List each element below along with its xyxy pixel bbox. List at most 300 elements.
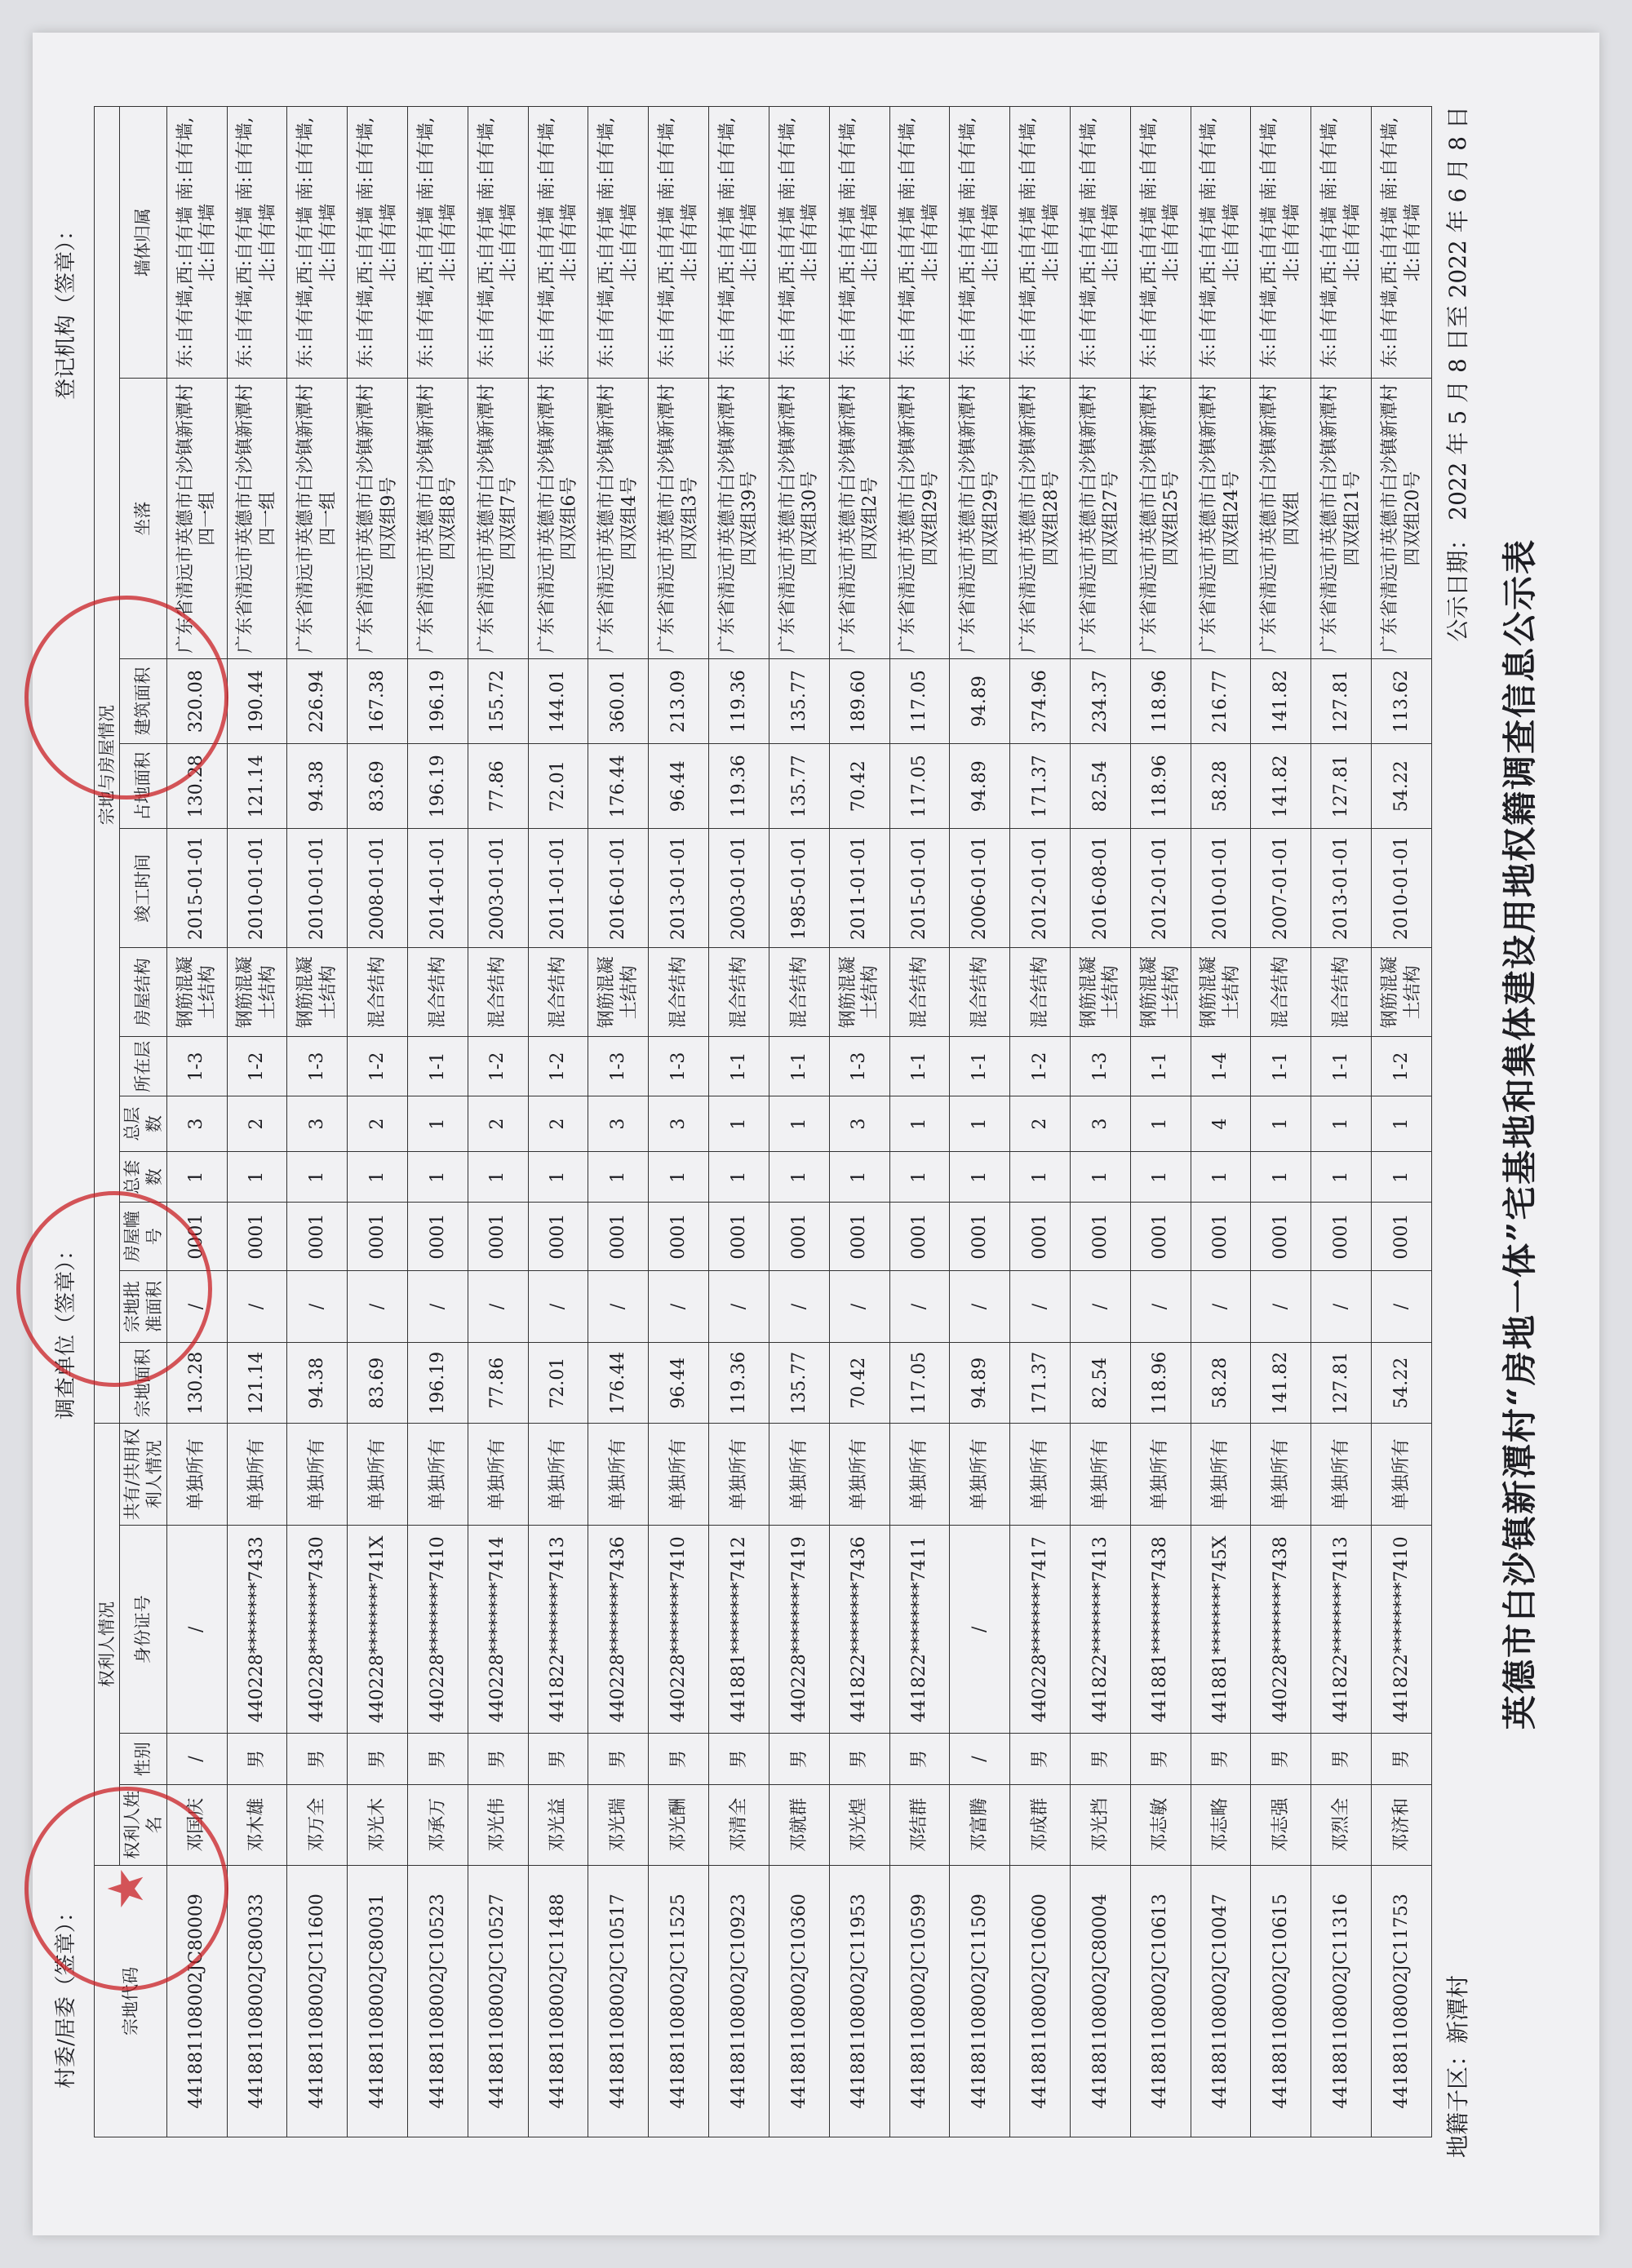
cell-loc: 广东省清远市英德市白沙镇新潭村四双组29号: [889, 379, 950, 659]
cell-date: 2015-01-01: [166, 829, 227, 948]
cell-wall: 东:自有墙,西:自有墙 南:自有墙,北:自有墙: [649, 107, 709, 379]
cell-approved: /: [287, 1270, 348, 1343]
cell-barea: 119.36: [709, 659, 769, 744]
table-row: [588, 107, 649, 2137]
cell-foot: 135.77: [769, 744, 829, 829]
cell-units: 1: [1130, 1152, 1191, 1203]
cell-struct: 混合结构: [468, 948, 528, 1037]
table-row: [769, 107, 829, 2137]
cell-wall: 东:自有墙,西:自有墙 南:自有墙,北:自有墙: [528, 107, 588, 379]
cell-code: 441881108002JC10615: [1251, 1865, 1311, 2137]
cell-area: 121.14: [227, 1343, 287, 1424]
cell-foot: 70.42: [829, 744, 889, 829]
header-gender: 性别: [120, 1734, 167, 1784]
cell-floor: 1-3: [649, 1037, 709, 1096]
cell-area: 94.89: [950, 1343, 1010, 1424]
village-committee-seal: ★: [24, 1787, 228, 1991]
cell-area: 96.44: [649, 1343, 709, 1424]
cell-date: 2007-01-01: [1251, 829, 1311, 948]
cell-wall: 东:自有墙,西:自有墙 南:自有墙,北:自有墙: [1191, 107, 1251, 379]
cell-approved: /: [588, 1270, 649, 1343]
table-row: [829, 107, 889, 2137]
cell-floor: 1-1: [408, 1037, 468, 1096]
cell-loc: 广东省清远市英德市白沙镇新潭村四一组: [166, 379, 227, 659]
table-row: [348, 107, 408, 2137]
cell-id: 441881********7438: [1130, 1526, 1191, 1734]
cell-bno: 0001: [227, 1203, 287, 1270]
cell-approved: /: [1191, 1270, 1251, 1343]
cell-gender: 男: [649, 1734, 709, 1784]
table-row: [1372, 107, 1432, 2137]
cell-id: 440228********741X: [348, 1526, 408, 1734]
cell-name: 邓济和: [1372, 1784, 1432, 1865]
table-row: [889, 107, 950, 2137]
cell-approved: /: [1130, 1270, 1191, 1343]
cell-units: 1: [769, 1152, 829, 1203]
cell-id: 441881********745X: [1191, 1526, 1251, 1734]
cell-barea: 117.05: [889, 659, 950, 744]
survey-unit-seal: [16, 1191, 212, 1387]
cell-units: 1: [348, 1152, 408, 1203]
cell-date: 2013-01-01: [1311, 829, 1372, 948]
cell-wall: 东:自有墙,西:自有墙 南:自有墙,北:自有墙: [1130, 107, 1191, 379]
cell-approved: /: [1311, 1270, 1372, 1343]
cell-loc: 广东省清远市英德市白沙镇新潭村四双组8号: [408, 379, 468, 659]
header-owner-group: 权利人情况: [95, 1424, 120, 1866]
cell-gender: /: [166, 1734, 227, 1784]
cell-name: 邓富腾: [950, 1784, 1010, 1865]
cell-floors: 1: [1251, 1096, 1311, 1152]
cell-code: 441881108002JC11316: [1311, 1865, 1372, 2137]
cell-loc: 广东省清远市英德市白沙镇新潭村四双组25号: [1130, 379, 1191, 659]
cell-gender: 男: [287, 1734, 348, 1784]
cell-id: /: [166, 1526, 227, 1734]
cell-bno: 0001: [1251, 1203, 1311, 1270]
cell-floor: 1-2: [348, 1037, 408, 1096]
cell-struct: 钢筋混凝土结构: [1191, 948, 1251, 1037]
cell-gender: 男: [829, 1734, 889, 1784]
cell-gender: 男: [1070, 1734, 1130, 1784]
cell-share: 单独所有: [1311, 1424, 1372, 1526]
cell-gender: 男: [889, 1734, 950, 1784]
cell-floors: 1: [1130, 1096, 1191, 1152]
cell-barea: 190.44: [227, 659, 287, 744]
cell-loc: 广东省清远市英德市白沙镇新潭村四双组3号: [649, 379, 709, 659]
cell-barea: 127.81: [1311, 659, 1372, 744]
header-completion: 竣工时间: [120, 829, 167, 948]
header-share: 共有/共用权利人情况: [120, 1424, 167, 1526]
cell-loc: 广东省清远市英德市白沙镇新潭村四双组7号: [468, 379, 528, 659]
cell-approved: /: [829, 1270, 889, 1343]
cell-name: 邓成群: [1010, 1784, 1071, 1865]
cell-wall: 东:自有墙,西:自有墙 南:自有墙,北:自有墙: [468, 107, 528, 379]
cell-floors: 3: [287, 1096, 348, 1152]
table-row: [1070, 107, 1130, 2137]
registry-seal: [24, 596, 228, 800]
cell-id: 440228********7410: [408, 1526, 468, 1734]
cell-id: 440228********7438: [1251, 1526, 1311, 1734]
cell-barea: 141.82: [1251, 659, 1311, 744]
cell-approved: /: [889, 1270, 950, 1343]
cell-foot: 96.44: [649, 744, 709, 829]
cell-area: 127.81: [1311, 1343, 1372, 1424]
cell-struct: 混合结构: [1010, 948, 1071, 1037]
cell-foot: 127.81: [1311, 744, 1372, 829]
cell-barea: 226.94: [287, 659, 348, 744]
cell-date: 1985-01-01: [769, 829, 829, 948]
cell-area: 118.96: [1130, 1343, 1191, 1424]
cell-bno: 0001: [709, 1203, 769, 1270]
cell-barea: 135.77: [769, 659, 829, 744]
cell-share: 单独所有: [950, 1424, 1010, 1526]
cell-units: 1: [1251, 1152, 1311, 1203]
cell-approved: /: [468, 1270, 528, 1343]
cell-id: 440228********7436: [588, 1526, 649, 1734]
cell-area: 82.54: [1070, 1343, 1130, 1424]
cell-share: 单独所有: [649, 1424, 709, 1526]
table-row: [649, 107, 709, 2137]
cell-id: 441822********7413: [528, 1526, 588, 1734]
cell-area: 196.19: [408, 1343, 468, 1424]
cell-share: 单独所有: [408, 1424, 468, 1526]
cell-name: 邓光挡: [1070, 1784, 1130, 1865]
cell-share: 单独所有: [528, 1424, 588, 1526]
cell-units: 1: [408, 1152, 468, 1203]
cell-floors: 3: [829, 1096, 889, 1152]
cell-area: 83.69: [348, 1343, 408, 1424]
cell-bno: 0001: [1311, 1203, 1372, 1270]
cell-approved: /: [227, 1270, 287, 1343]
cell-foot: 72.01: [528, 744, 588, 829]
cell-approved: /: [1372, 1270, 1432, 1343]
cell-id: 441822********7413: [1070, 1526, 1130, 1734]
table-row: [287, 107, 348, 2137]
rotated-sheet: [33, 33, 1599, 2235]
cell-floors: 1: [769, 1096, 829, 1152]
cell-units: 1: [588, 1152, 649, 1203]
cell-wall: 东:自有墙,西:自有墙 南:自有墙,北:自有墙: [1311, 107, 1372, 379]
cell-name: 邓光益: [528, 1784, 588, 1865]
cell-bno: 0001: [829, 1203, 889, 1270]
cell-barea: 196.19: [408, 659, 468, 744]
cell-code: 441881108002JC11953: [829, 1865, 889, 2137]
cell-name: 邓就群: [769, 1784, 829, 1865]
cell-name: 邓结群: [889, 1784, 950, 1865]
cell-units: 1: [227, 1152, 287, 1203]
cell-bno: 0001: [1070, 1203, 1130, 1270]
cell-id: 441822********7411: [889, 1526, 950, 1734]
cell-bno: 0001: [649, 1203, 709, 1270]
cell-foot: 94.38: [287, 744, 348, 829]
cell-foot: 117.05: [889, 744, 950, 829]
cell-floor: 1-1: [709, 1037, 769, 1096]
cell-floors: 2: [227, 1096, 287, 1152]
cell-floor: 1-3: [829, 1037, 889, 1096]
cell-share: 单独所有: [287, 1424, 348, 1526]
cell-bno: 0001: [1191, 1203, 1251, 1270]
cell-floor: 1-3: [166, 1037, 227, 1096]
cell-foot: 58.28: [1191, 744, 1251, 829]
cell-gender: 男: [408, 1734, 468, 1784]
cell-struct: 混合结构: [649, 948, 709, 1037]
header-building-area: 建筑面积: [120, 659, 167, 744]
cell-id: 440228********7433: [227, 1526, 287, 1734]
cell-units: 1: [468, 1152, 528, 1203]
survey-unit-signature-label: 调查单位（签章）：: [54, 1238, 78, 1420]
cell-struct: 钢筋混凝土结构: [227, 948, 287, 1037]
table-row: [1251, 107, 1311, 2137]
cell-foot: 196.19: [408, 744, 468, 829]
cell-barea: 113.62: [1372, 659, 1432, 744]
cell-wall: 东:自有墙,西:自有墙 南:自有墙,北:自有墙: [1251, 107, 1311, 379]
cell-id: 441822********7413: [1311, 1526, 1372, 1734]
cell-floor: 1-3: [1070, 1037, 1130, 1096]
cell-code: 441881108002JC11488: [528, 1865, 588, 2137]
cell-code: 441881108002JC10527: [468, 1865, 528, 2137]
cell-floor: 1-1: [950, 1037, 1010, 1096]
cell-loc: 广东省清远市英德市白沙镇新潭村四双组27号: [1070, 379, 1130, 659]
cell-date: 2016-01-01: [588, 829, 649, 948]
cell-floor: 1-1: [769, 1037, 829, 1096]
cell-area: 130.28: [166, 1343, 227, 1424]
cell-floor: 1-3: [287, 1037, 348, 1096]
cell-name: 邓志敏: [1130, 1784, 1191, 1865]
cell-units: 1: [528, 1152, 588, 1203]
cell-gender: 男: [468, 1734, 528, 1784]
cell-floors: 3: [649, 1096, 709, 1152]
cell-bno: 0001: [1130, 1203, 1191, 1270]
cell-foot: 130.28: [166, 744, 227, 829]
cell-gender: 男: [1251, 1734, 1311, 1784]
cell-date: 2010-01-01: [227, 829, 287, 948]
cell-floors: 1: [950, 1096, 1010, 1152]
cell-bno: 0001: [1372, 1203, 1432, 1270]
cell-floor: 1-1: [889, 1037, 950, 1096]
cell-loc: 广东省清远市英德市白沙镇新潭村四双组9号: [348, 379, 408, 659]
cell-bno: 0001: [588, 1203, 649, 1270]
cell-area: 117.05: [889, 1343, 950, 1424]
cell-area: 94.38: [287, 1343, 348, 1424]
cell-floors: 3: [1070, 1096, 1130, 1152]
cell-code: 441881108002JC10360: [769, 1865, 829, 2137]
cell-barea: 320.08: [166, 659, 227, 744]
cell-loc: 广东省清远市英德市白沙镇新潭村四双组4号: [588, 379, 649, 659]
cell-code: 441881108002JC80009: [166, 1865, 227, 2137]
header-name: 权利人姓名: [120, 1784, 167, 1865]
cell-gender: 男: [1191, 1734, 1251, 1784]
cell-wall: 东:自有墙,西:自有墙 南:自有墙,北:自有墙: [769, 107, 829, 379]
cell-bno: 0001: [950, 1203, 1010, 1270]
cell-struct: 钢筋混凝土结构: [287, 948, 348, 1037]
cell-floor: 1-4: [1191, 1037, 1251, 1096]
cell-floors: 3: [588, 1096, 649, 1152]
table-row: [1010, 107, 1071, 2137]
cell-floor: 1-1: [1251, 1037, 1311, 1096]
cell-wall: 东:自有墙,西:自有墙 南:自有墙,北:自有墙: [166, 107, 227, 379]
cell-bno: 0001: [287, 1203, 348, 1270]
cell-code: 441881108002JC11600: [287, 1865, 348, 2137]
cell-floor: 1-2: [468, 1037, 528, 1096]
cell-code: 441881108002JC10923: [709, 1865, 769, 2137]
cell-code: 441881108002JC10600: [1010, 1865, 1071, 2137]
cell-code: 441881108002JC11753: [1372, 1865, 1432, 2137]
cell-approved: /: [166, 1270, 227, 1343]
cell-date: 2011-01-01: [829, 829, 889, 948]
document-title: 英德市白沙镇新潭村“房地一体”宅基地和集体建设用地权籍调查信息公示表: [1500, 538, 1540, 1730]
cell-date: 2016-08-01: [1070, 829, 1130, 948]
cell-area: 135.77: [769, 1343, 829, 1424]
cell-approved: /: [709, 1270, 769, 1343]
cell-floor: 1-3: [588, 1037, 649, 1096]
cell-wall: 东:自有墙,西:自有墙 南:自有墙,北:自有墙: [348, 107, 408, 379]
cell-share: 单独所有: [769, 1424, 829, 1526]
header-land-group: 宗地与房屋情况: [95, 107, 120, 1424]
registry-signature-label: 登记机构（签章）：: [54, 219, 78, 400]
cell-struct: 混合结构: [1311, 948, 1372, 1037]
cell-code: 441881108002JC80004: [1070, 1865, 1130, 2137]
cell-share: 单独所有: [1070, 1424, 1130, 1526]
cell-floors: 4: [1191, 1096, 1251, 1152]
cell-id: /: [950, 1526, 1010, 1734]
cell-gender: 男: [1130, 1734, 1191, 1784]
cell-gender: 男: [769, 1734, 829, 1784]
cell-area: 176.44: [588, 1343, 649, 1424]
cell-share: 单独所有: [588, 1424, 649, 1526]
cell-share: 单独所有: [468, 1424, 528, 1526]
cell-name: 邓木雄: [227, 1784, 287, 1865]
cell-struct: 混合结构: [528, 948, 588, 1037]
cell-units: 1: [1372, 1152, 1432, 1203]
header-code: 宗地代码: [95, 1865, 167, 2137]
cell-area: 54.22: [1372, 1343, 1432, 1424]
cell-name: 邓万全: [287, 1784, 348, 1865]
header-footprint: 占地面积: [120, 744, 167, 829]
cell-floors: 3: [166, 1096, 227, 1152]
cell-name: 邓光伟: [468, 1784, 528, 1865]
cell-id: 441881********7412: [709, 1526, 769, 1734]
cell-barea: 360.01: [588, 659, 649, 744]
cell-foot: 121.14: [227, 744, 287, 829]
cell-units: 1: [950, 1152, 1010, 1203]
cell-name: 邓志强: [1251, 1784, 1311, 1865]
cell-date: 2012-01-01: [1010, 829, 1071, 948]
cell-loc: 广东省清远市英德市白沙镇新潭村四双组21号: [1311, 379, 1372, 659]
cell-floor: 1-2: [1010, 1037, 1071, 1096]
cell-floor: 1-1: [1130, 1037, 1191, 1096]
cell-loc: 广东省清远市英德市白沙镇新潭村四双组: [1251, 379, 1311, 659]
cell-date: 2006-01-01: [950, 829, 1010, 948]
cell-units: 1: [287, 1152, 348, 1203]
cell-loc: 广东省清远市英德市白沙镇新潭村四双组28号: [1010, 379, 1071, 659]
cell-name: 邓光瑞: [588, 1784, 649, 1865]
survey-table: [94, 106, 1432, 2137]
document-page: [33, 33, 1599, 2235]
cell-struct: 钢筋混凝土结构: [588, 948, 649, 1037]
cell-code: 441881108002JC80031: [348, 1865, 408, 2137]
cell-loc: 广东省清远市英德市白沙镇新潭村四双组24号: [1191, 379, 1251, 659]
cell-bno: 0001: [166, 1203, 227, 1270]
cell-bno: 0001: [528, 1203, 588, 1270]
cell-gender: 男: [1010, 1734, 1071, 1784]
cell-gender: 男: [348, 1734, 408, 1784]
cell-date: 2013-01-01: [649, 829, 709, 948]
cell-floor: 1-2: [227, 1037, 287, 1096]
cell-units: 1: [1070, 1152, 1130, 1203]
cell-floors: 2: [528, 1096, 588, 1152]
cell-date: 2008-01-01: [348, 829, 408, 948]
cell-floors: 2: [348, 1096, 408, 1152]
cell-date: 2010-01-01: [287, 829, 348, 948]
cell-floor: 1-1: [1311, 1037, 1372, 1096]
cell-area: 72.01: [528, 1343, 588, 1424]
cell-struct: 混合结构: [889, 948, 950, 1037]
cell-date: 2014-01-01: [408, 829, 468, 948]
cell-struct: 钢筋混凝土结构: [1130, 948, 1191, 1037]
header-approved: 宗地批准面积: [120, 1270, 167, 1343]
cell-approved: /: [950, 1270, 1010, 1343]
cell-gender: 男: [588, 1734, 649, 1784]
cell-floors: 1: [889, 1096, 950, 1152]
cell-code: 441881108002JC11509: [950, 1865, 1010, 2137]
cell-date: 2003-01-01: [709, 829, 769, 948]
cell-share: 单独所有: [1372, 1424, 1432, 1526]
cadastral-subzone: 地籍子区：新潭村: [1444, 1974, 1471, 2158]
cell-wall: 东:自有墙,西:自有墙 南:自有墙,北:自有墙: [588, 107, 649, 379]
cell-foot: 119.36: [709, 744, 769, 829]
cell-gender: 男: [528, 1734, 588, 1784]
table-row: [950, 107, 1010, 2137]
cell-foot: 141.82: [1251, 744, 1311, 829]
cell-approved: /: [1010, 1270, 1071, 1343]
cell-share: 单独所有: [227, 1424, 287, 1526]
cell-struct: 钢筋混凝土结构: [829, 948, 889, 1037]
cell-bno: 0001: [468, 1203, 528, 1270]
cell-id: 440228********7414: [468, 1526, 528, 1734]
cell-wall: 东:自有墙,西:自有墙 南:自有墙,北:自有墙: [1010, 107, 1071, 379]
cell-barea: 167.38: [348, 659, 408, 744]
cell-bno: 0001: [1010, 1203, 1071, 1270]
cell-loc: 广东省清远市英德市白沙镇新潭村四双组29号: [950, 379, 1010, 659]
table-row: [1191, 107, 1251, 2137]
cell-units: 1: [829, 1152, 889, 1203]
cell-floors: 1: [1372, 1096, 1432, 1152]
cell-share: 单独所有: [1010, 1424, 1071, 1526]
cell-struct: 钢筋混凝土结构: [166, 948, 227, 1037]
header-building-no: 房屋幢号: [120, 1203, 167, 1270]
cell-approved: /: [408, 1270, 468, 1343]
cell-floors: 1: [1311, 1096, 1372, 1152]
cell-floor: 1-2: [1372, 1037, 1432, 1096]
cell-code: 441881108002JC10047: [1191, 1865, 1251, 2137]
cell-floors: 2: [1010, 1096, 1071, 1152]
cell-date: 2012-01-01: [1130, 829, 1191, 948]
cell-area: 119.36: [709, 1343, 769, 1424]
table-row: [227, 107, 287, 2137]
cell-struct: 混合结构: [769, 948, 829, 1037]
cell-name: 邓光煌: [829, 1784, 889, 1865]
cell-wall: 东:自有墙,西:自有墙 南:自有墙,北:自有墙: [1372, 107, 1432, 379]
cell-wall: 东:自有墙,西:自有墙 南:自有墙,北:自有墙: [287, 107, 348, 379]
cell-name: 邓清全: [709, 1784, 769, 1865]
publish-date: 公示日期： 2022 年 5 月 8 日至 2022 年 6 月 8 日: [1444, 106, 1471, 642]
cell-approved: /: [528, 1270, 588, 1343]
cell-units: 1: [1311, 1152, 1372, 1203]
cell-foot: 176.44: [588, 744, 649, 829]
table-row: [468, 107, 528, 2137]
header-total-floors: 总层数: [120, 1096, 167, 1152]
cell-share: 单独所有: [709, 1424, 769, 1526]
cell-date: 2003-01-01: [468, 829, 528, 948]
